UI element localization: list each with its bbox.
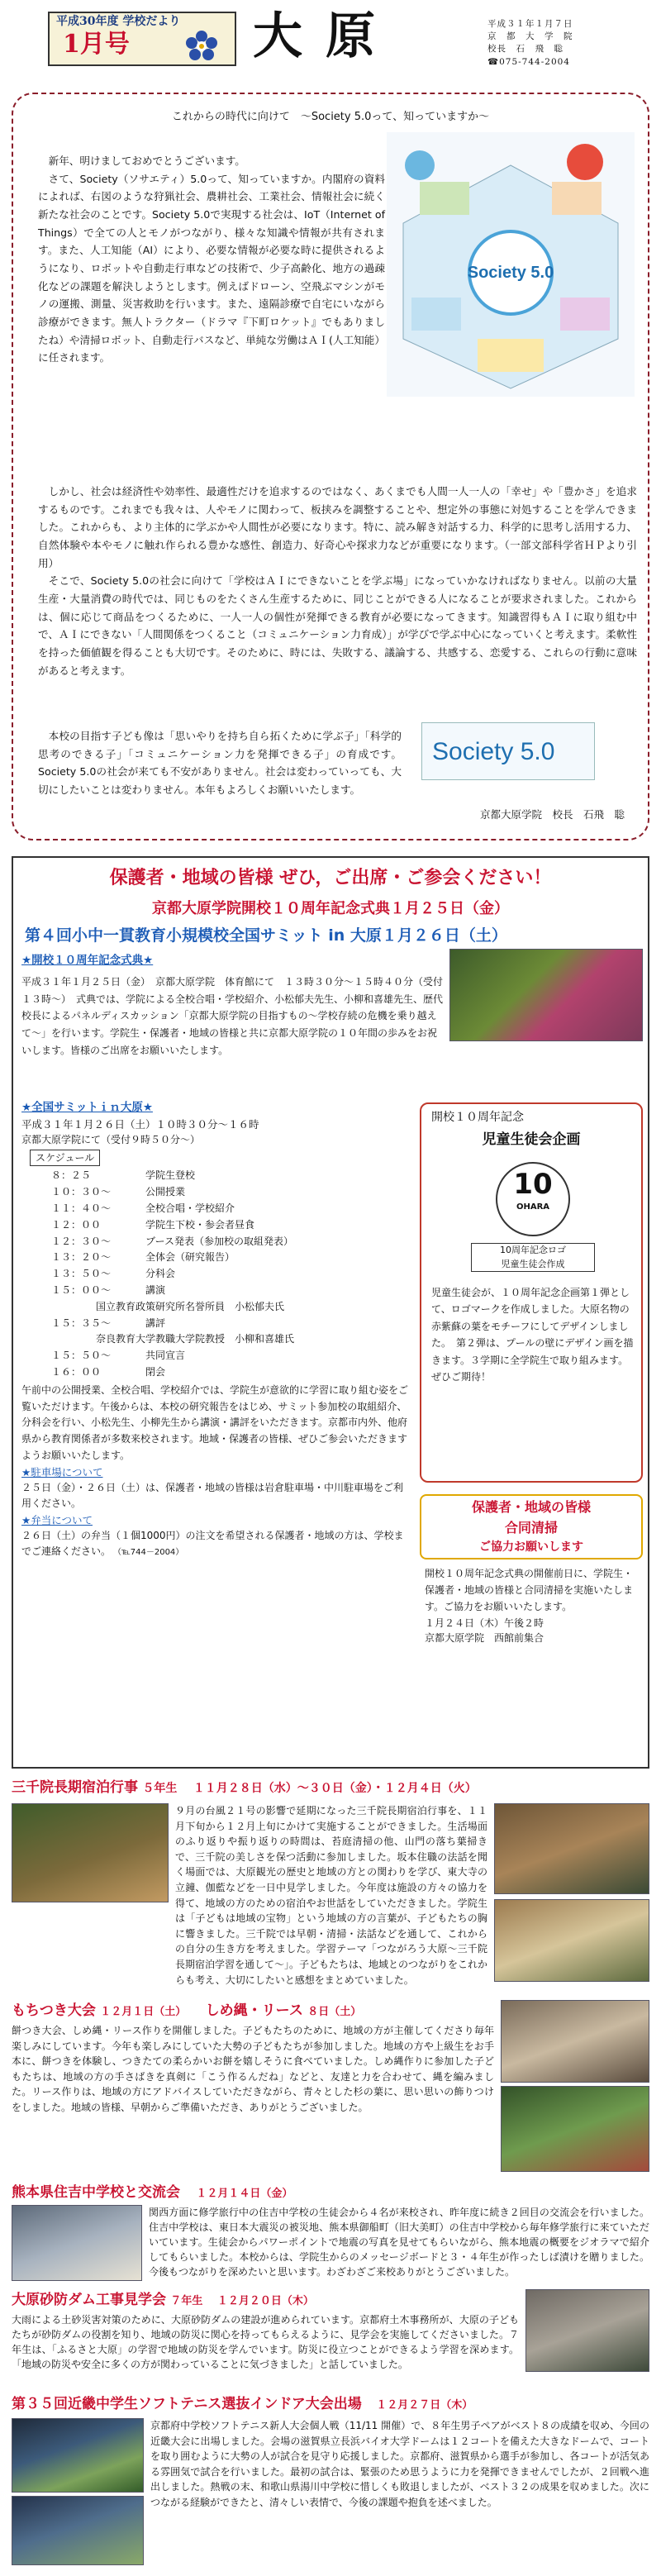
summit-note: 午前中の公開授業、全校合唱、学校紹介では、学院生が意欲的に学習に取り組む姿をご覧いただけます。午後からは、本校の研究報告をはじめ、サミット参加校の取組紹介、分科会を行い、小松先生、小柳先生から講演・講評をいただきます。京都市内外、他府県から教育関係者が多数来校されます。地域・保護者の皆様、ぜひご参会いただきますようお願いいたします。 [21,1383,409,1462]
cleanup-date: １月２４日（木）午後２時 [425,1617,544,1629]
softtennis-body: 京都府中学校ソフトテニス新人大会個人戦（11/11 開催）で、８年生男子ペアがベスト８の成績を収め、今回の近畿大会に出場しました。会場の滋賀県立長浜バイオ大学ドームは１２コートを備えた大きなドームで、コートを取り囲むように大勢の人が試合を見守り応援しました。京都府、滋賀県から選手が参加し、各コートが活気ある雰囲気で試合を行いました。最初の試合は、緊張のため思うように力を発揮できませんでしたが、２回戦へ進出しました。熱戦の末、和歌山県湯川中学校に惜しくも敗退しましたが、ベスト３２の成果を収めました。次につながる経験ができたと、清々しい表情で、今後の課題や抱負を述べました。 [150,2420,649,2508]
council-title2: 児童生徒会企画 [482,1131,581,1148]
mochi-photo-1 [501,2000,649,2083]
schedule-row: １５：３５～ 講評 [51,1317,166,1329]
masthead-title: 大原 [253,7,398,65]
society-badge: Society 5.0 [421,722,595,780]
schedule-list [21,1168,410,1380]
camp-photo-1 [12,1803,169,1902]
parking-text: ２５日（金）・２６日（土）は、保護者・地域の皆様は岩倉駐車場・中川駐車場をご利用ください。 [21,1482,404,1510]
mochitsuki-heading: もちつき大会 １２月１日（土） しめ縄・リース ８日（土） [12,2002,362,2019]
schedule-row: １０：３０～ 公開授業 [51,1186,186,1198]
svg-text:Society 5.0: Society 5.0 [467,264,554,282]
sabo-body: 大雨による土砂災害対策のために、大原砂防ダムの建設が進められています。京都府土木事務所が、大原の子どもたちが砂防ダムの役割を知り、地域の防災に関心を持ってもらえるように、見学会を実施してくださいました。７年生は、「ふるさと大原」の学習で地域の防災を学んでいます。防災に役立つことができるよう学習を深めます。「地域の防災や安全に多くの方が関わっていることに気づきました」と話していました。 [12,2314,519,2370]
schedule-row: １３：５０～ 分科会 [51,1268,176,1280]
council-title1: 開校１０周年記念 [431,1111,524,1124]
intro-signoff: 京都大原学院 校長 石飛 聡 [479,808,625,821]
schedule-label: スケジュール [30,1150,100,1167]
sabo-section [12,2289,649,2388]
kumamoto-heading: 熊本県住吉中学校と交流会 １２月１４日（金） [12,2184,293,2201]
cleanup-place: 京都大原学院 西館前集合 [425,1632,544,1645]
mochitsuki-body: 餅つき大会、しめ縄・リース作りを開催しました。子どもたちのために、地域の方が主催してくださり毎年楽しみにしています。今年も楽しみにしていた大勢の子どもたちが参加しました。地域の方や上級生をお手本に、餅つきを体験し、つきたての柔らかいお餅を嬉しそうに食べていました。しめ縄作りに参加した子どもたちは、地域の方の手さばきを真剣に「こう作るんだね」などと、友達と力を合わせて、縄を編みました。リース作りは、地域の方にアドバイスしていただきながら、青々とした杉の葉に、思い思いの飾りつけをしました。地域の皆様、早朝からご準備いただき、ありがとうございました。 [12,2025,494,2113]
kumamoto-photo [12,2205,142,2281]
schedule-row: １２：３０～ ブース発表（参加校の取組発表） [51,1235,294,1247]
intro-body-closing: 本校の目指す子ども像は「思いやりを持ち自ら拓くために学ぶ子」「科学的思考のできる子」「コミュニケーション力を発揮できる子」の育成です。Society 5.0の社会が来ても不安がありません。社会は変わっていっても、大切にしたいことは変わりません。本年もよろしくお願いいたします。 [38,730,402,796]
ceremony-heading: ★開校１０周年記念式典★ [21,954,154,967]
camp-photo-3 [494,1899,649,1982]
invite-banner: 保護者・地域の皆様 ぜひ，ご出席・ご参会ください！ [109,868,552,888]
lunch-text: ２６日（土）の弁当（１個1000円）の注文を希望される保護者・地域の方は、学校までご連絡ください。 （℡744－2004） [21,1529,404,1558]
schedule-row: １３：２０～ 全体会（研究報告） [51,1251,235,1264]
camp-section [12,1777,649,1986]
logo-caption: 10周年記念ロゴ 児童生徒会作成 [471,1243,595,1272]
society-diagram [387,132,635,397]
sabo-heading: 大原砂防ダム工事見学会 ７年生 １２月２０日（木） [12,2292,314,2308]
camp-heading: 三千院長期宿泊行事 ５年生 １１月２８日（水）～３０日（金）・１２月４日（火） [12,1779,477,1796]
invite-line2: 第４回小中一貫教育小規模校全国サミット in 大原１月２６日（土） [25,926,507,945]
masthead [48,7,618,69]
softtennis-heading: 第３５回近畿中学生ソフトテニス選抜インドア大会出場 １２月２７日（木） [12,2396,473,2412]
mochi-photo-2 [501,2086,649,2172]
year-label: 平成30年度 学校だより [56,15,181,28]
tennis-photo-2 [12,2496,144,2565]
summit-venue: 京都大原学院にて（受付９時５０分～） [21,1134,201,1146]
sabo-photo [525,2289,649,2372]
intro-body: 新年、明けましておめでとうございます。 さて、Society（ソサエティ）5.0って、知っていますか。内閣府の資料によれば、右図のような狩猟社会、農耕社会、工業社会、情報社会に続く新たな社会のことです。Society 5.0で実現する社会は、IoT（Internet of Things）で全ての人とモノがつながり、様々な知識や情報が共有されます。また、人工知能（AI）により、必要な情報が必要な時に提供されるようになり、ロボットや自動走行車などの技術で、少子高齢化、地方の過疎化などの課題を解決しようとします。例えばドローン、空飛ぶマシンがモノの運搬、測量、災害救助を行います。また、遠隔診療で自宅にいながら診療ができます。無人トラクター（ドラマ『下町ロケット』でもありましたね）や清掃ロボット、自動走行バスなど、単純な労働はＡＩ(人工知能）に任されます。 [38,155,385,364]
schedule-row: １６：００ 閉会 [51,1366,166,1378]
schedule-row: ８：２５ 学院生登校 [51,1169,196,1182]
tennis-photo-1 [12,2418,144,2493]
flowers-photo [449,949,643,1041]
schedule-row: １１：４０～ 全校合唱・学校紹介 [51,1202,235,1215]
schedule-row: 国立教育政策研究所名誉所員 小松郁夫氏 [96,1300,285,1312]
masthead-info: 平成３１年１月７日 京 都 大 学 院 校長 石 飛 聡 ☎075-744-2004 [487,19,573,67]
council-box [420,1102,643,1483]
camp-body: ９月の台風２１号の影響で延期になった三千院長期宿泊行事を、１１月下旬から１２月上旬にかけて実施することができました。生活場面のふり返りや振り返りの時間は、苔庭清掃の他、山門の落ち葉掃きで、三千院の美しさを保つ活動に参加しました。坂本住職の法話を聞く場面では、大原観光の歴史と地域の方との関わりを学び、東大寺の立鐘、伽藍などを一日中見学しました。今年度は施設の方々の協力を得て、地域の方のための宿泊やお世話をしていただきました。学院生は「子どもは地域の宝物」という地域の方の言葉が、子どもたちの胸に響きました。三千院では早朝・清掃・法話などを通して、これからの自分の生き方を考えました。学習テーマ「つながろう大原～三千院長期宿泊学習を通して～」。子どもたちは、地域とのつながりをこれからも考え、大切にしたいと感想をまとめていました。 [175,1805,488,1986]
month-label: 1月号 [63,30,130,59]
softtennis-section [12,2393,649,2567]
cleanup-title: 保護者・地域の皆様 合同清掃 ご協力お願いします [420,1494,643,1559]
intro-body-wide: しかし、社会は経済性や効率性、最適性だけを追求するのではなく、あくまでも人間一人一人の「幸せ」や「豊かさ」を追求するものです。これまでも我々は、人やモノに関わって、板挟みを調整することや、想定外の事態に対処することを学んできました。これからも、より主体的に学ぶかや人間性が必要になります。特に、読み解き対話する力、科学的に思考し活用する力、自然体験や本やモノに触れ作られる豊かな感性、創造力、好奇心や探求力などが重要になります。（一部文部科学省ＨＰより引用） そこで、Society 5.0の社会に向けて「学校はＡＩにできないことを学ぶ場」になっていかなければなりません。以前の大量生産・大量消費の時代では、同じものをたくさん生産するために、同じことができる人になることが要求されました。これからは、個に応じて商品をつくるために、一人一人の個性が発揮できる教育が必要になってきます。知識習得もＡＩに取り組む中で、ＡＩにできない「人間関係をつくること（コミュニケーション力育成）」が学びで学ぶ中心になっていくと考えます。柔軟性を持った価値観を得ることも大切です。そのために、時には、失敗する、議論する、共感する、恋愛する、これらの行動に意味があると考えます。 [38,485,637,677]
intro-title: これからの時代に向けて ～Society 5.0って、知っていますか～ [171,111,490,123]
intro-box [12,93,649,840]
kumamoto-section [12,2182,649,2281]
parking-heading: ★駐車場について [21,1465,103,1478]
cleanup-box [420,1494,643,1676]
council-body: 児童生徒会が、１０周年記念企画第１弾として、ロゴマークを作成しました。大原名物の赤紫蘇の葉をモチーフにしてデザインしました。 第２弾は、プールの壁にデザイン画を描きます。３学期に全学院生で取り組みます。ぜひご期待！ [431,1287,634,1383]
kumamoto-body: 関西方面に修学旅行中の住吉中学校の生徒会から４名が来校され、昨年度に続き２回目の交流会を行いました。住吉中学校は、東日本大震災の被災地、熊本県御船町（旧大美町）の住吉中学校から毎年修学旅行に来ていただいています。生徒会からパワーポイントで地震の写真を見せてもらいながら、熊本地震の概要をジオラマで紹介してもらいました。本校からは、学院生からのメッセージボードと３・４年生が作ったしば漬けを贈りました。今後もつながりを深めたいと思います。わざわざご来校ありがとうございました。 [149,2207,649,2278]
summit-column [21,1099,410,1636]
summit-heading: ★全国サミットｉｎ大原★ [21,1101,153,1114]
anniversary-logo: 10 OHARA [496,1162,570,1236]
invite-line1: 京都大原学院開校１０周年記念式典１月２５日（金） [152,900,509,917]
schedule-row: １５：５０～ 共同宣言 [51,1350,186,1362]
mochitsuki-section [12,2000,649,2182]
cleanup-body: 開校１０周年記念式典の開催前日に、学院生・保護者・地域の皆様と合同清掃を実施いたします。ご協力をお願いいたします。 [425,1568,634,1612]
summit-date: 平成３１年１月２６日（土）１０時３０分～１６時 [21,1117,259,1131]
invite-section [12,856,649,1769]
schedule-row: １５：００～ 講演 [51,1284,166,1297]
ceremony-body: 平成３１年１月２５日（金） 京都大原学院 体育館にて １３時３０分～１５時４０分（受付１３時～） 式典では、学院による全校合唱・学校紹介、小松郁夫先生、小柳和喜雄先生、歴代校長によるパネルディスカッション「京都大原学院の目指すもの～学校存続の危機を乗り越えて～」を行います。学院生・保護者・地域の皆様と共に京都大原学院の１０年間の歩みをお祝いします。皆様のご出席をお願いいたします。 [21,976,444,1056]
camp-photo-2 [494,1803,649,1894]
schedule-row: １２：００ 学院生下校・参会者昼食 [51,1218,255,1231]
schedule-row: 奈良教育大学教職大学院教授 小柳和喜雄氏 [96,1333,295,1345]
school-crest-icon [185,30,218,63]
lunch-heading: ★弁当について [21,1513,93,1526]
